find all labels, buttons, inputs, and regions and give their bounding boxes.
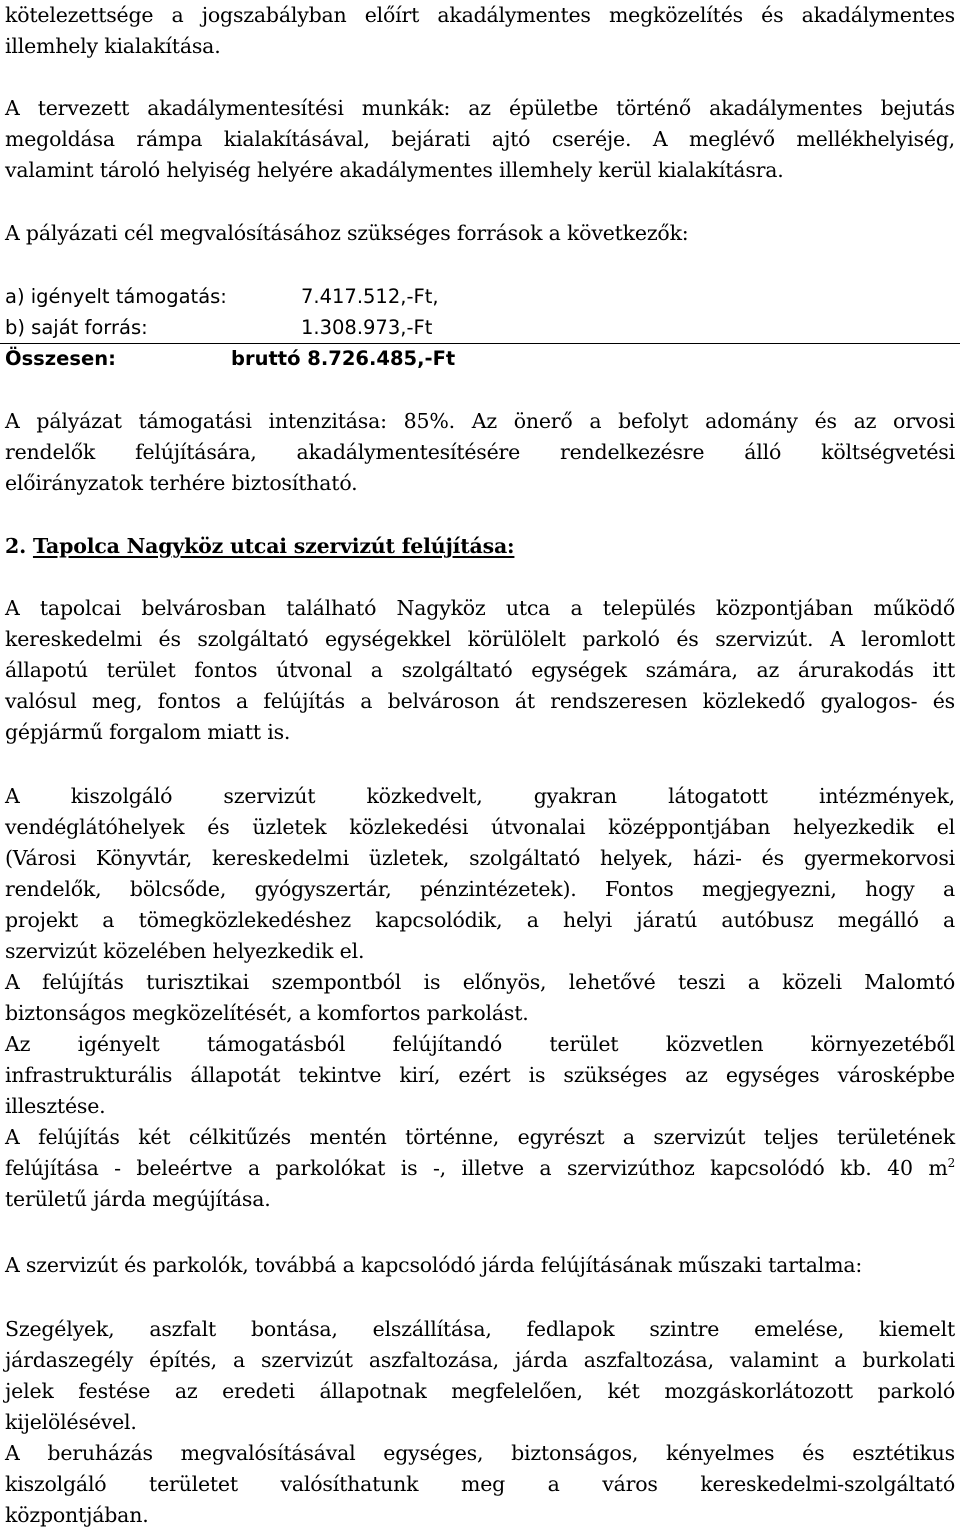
- goals-line2-text: felújítása - beleértve a parkolókat is -, illetve a szervizúthoz kapcsolódó kb. 40 m: [5, 1156, 948, 1180]
- paragraph-intensity: [5, 406, 955, 499]
- paragraph-works: [5, 93, 955, 186]
- technical-intro: A szervizút és parkolók, továbbá a kapcsolódó járda felújításának műszaki tartalma:: [5, 1253, 863, 1277]
- section-title: Tapolca Nagyköz utcai szervizút felújítása:: [32, 534, 515, 558]
- text-line: gépjármű forgalom miatt is.: [5, 720, 291, 744]
- text-line: rendelők, bölcsőde, gyógyszertár, pénzintézetek). Fontos megjegyezni, hogy a: [5, 877, 955, 901]
- text-line: kötelezettsége a jogszabályban előírt akadálymentes megközelítés és akadálymentes: [5, 3, 955, 27]
- text-line: szervizút közelében helyezkedik el.: [5, 939, 365, 963]
- text-line: vendéglátóhelyek és üzletek közlekedési útvonalai középpontjában helyezkedik el: [5, 815, 955, 839]
- finance-row-own: [5, 312, 955, 343]
- text-line: állapotú terület fontos útvonal a szolgáltató egységek számára, az árurakodás itt: [5, 658, 955, 682]
- text-line: Az igényelt támogatásból felújítandó terület közvetlen környezetéből: [5, 1032, 955, 1056]
- requested-support-label: a) igényelt támogatás:: [5, 285, 227, 308]
- paragraph-popular: [5, 781, 955, 967]
- text-line: területű járda megújítása.: [5, 1187, 271, 1211]
- paragraph-technical: [5, 1314, 955, 1438]
- total-value: bruttó 8.726.485,-Ft: [231, 347, 456, 370]
- text-line: A felújítás két célkitűzés mentén történne, egyrészt a szervizút teljes területének: [5, 1125, 955, 1149]
- paragraph-intro: [5, 0, 955, 62]
- text-line: rendelők felújítására, akadálymentesítésére rendelkezésre álló költségvetési: [5, 440, 955, 464]
- text-line: központjában.: [5, 1503, 149, 1527]
- total-label: Összesen:: [5, 347, 116, 370]
- requested-support-value: 7.417.512,-Ft,: [301, 285, 439, 308]
- text-line: A pályázat támogatási intenzitása: 85%. Az önerő a befolyt adomány és az orvosi: [5, 409, 955, 433]
- text-line: (Városi Könyvtár, kereskedelmi üzletek, szolgáltató helyek, házi- és gyermekorvosi: [5, 846, 955, 870]
- section-number: 2.: [5, 534, 27, 558]
- text-line: valamint tároló helyiség helyére akadálymentes illemhely kerül kialakításra.: [5, 158, 784, 182]
- text-line: A tapolcai belvárosban található Nagyköz utca a település központjában működő: [5, 596, 955, 620]
- text-line: kijelölésével.: [5, 1410, 137, 1434]
- text-line: járdaszegély építés, a szervizút aszfaltozása, járda aszfaltozása, valamint a burkolati: [5, 1348, 955, 1372]
- text-line: megoldása rámpa kialakításával, bejárati ajtó cseréje. A meglévő mellékhelyiség,: [5, 127, 955, 151]
- paragraph-conclusion: [5, 1438, 955, 1531]
- own-source-label: b) saját forrás:: [5, 316, 148, 339]
- text-line: A tervezett akadálymentesítési munkák: az épületbe történő akadálymentes bejutás: [5, 96, 955, 120]
- own-source-value: 1.308.973,-Ft: [301, 316, 433, 339]
- sources-intro: A pályázati cél megvalósításához szükséges források a következők:: [5, 221, 689, 245]
- text-line: A kiszolgáló szervizút közkedvelt, gyakran látogatott intézmények,: [5, 784, 955, 808]
- text-line: Szegélyek, aszfalt bontása, elszállítása, fedlapok szintre emelése, kiemelt: [5, 1317, 955, 1341]
- text-line: infrastrukturális állapotát tekintve kirí, ezért is szükséges az egységes városképbe: [5, 1063, 955, 1087]
- text-line: [5, 1153, 955, 1184]
- square-superscript: 2: [947, 1156, 955, 1171]
- text-line: biztonságos megközelítését, a komfortos parkolást.: [5, 1001, 529, 1025]
- text-line: projekt a tömegközlekedéshez kapcsolódik, a helyi járatú autóbusz megálló a: [5, 908, 955, 932]
- finance-table: [5, 281, 955, 374]
- text-line: illesztése.: [5, 1094, 106, 1118]
- paragraph-infrastructure: [5, 1029, 955, 1122]
- section-heading: [5, 531, 955, 562]
- finance-row-requested: [5, 281, 955, 312]
- total-divider: [0, 343, 960, 344]
- paragraph-location: [5, 593, 955, 748]
- paragraph-tourism: [5, 967, 955, 1029]
- text-line: jelek festése az eredeti állapotnak megfelelően, két mozgáskorlátozott parkoló: [5, 1379, 955, 1403]
- text-line: A beruházás megvalósításával egységes, biztonságos, kényelmes és esztétikus: [5, 1441, 955, 1465]
- text-line: előirányzatok terhére biztosítható.: [5, 471, 358, 495]
- text-line: illemhely kialakítása.: [5, 34, 221, 58]
- text-line: kereskedelmi és szolgáltató egységekkel körülölelt parkoló és szervizút. A leromlott: [5, 627, 955, 651]
- finance-row-total: [5, 343, 955, 374]
- text-line: A felújítás turisztikai szempontból is előnyös, lehetővé teszi a közeli Malomtó: [5, 970, 955, 994]
- text-line: valósul meg, fontos a felújítás a belvároson át rendszeresen közlekedő gyalogos- és: [5, 689, 955, 713]
- text-line: kiszolgáló területet valósíthatunk meg a város kereskedelmi-szolgáltató: [5, 1472, 955, 1496]
- paragraph-goals: [5, 1122, 955, 1215]
